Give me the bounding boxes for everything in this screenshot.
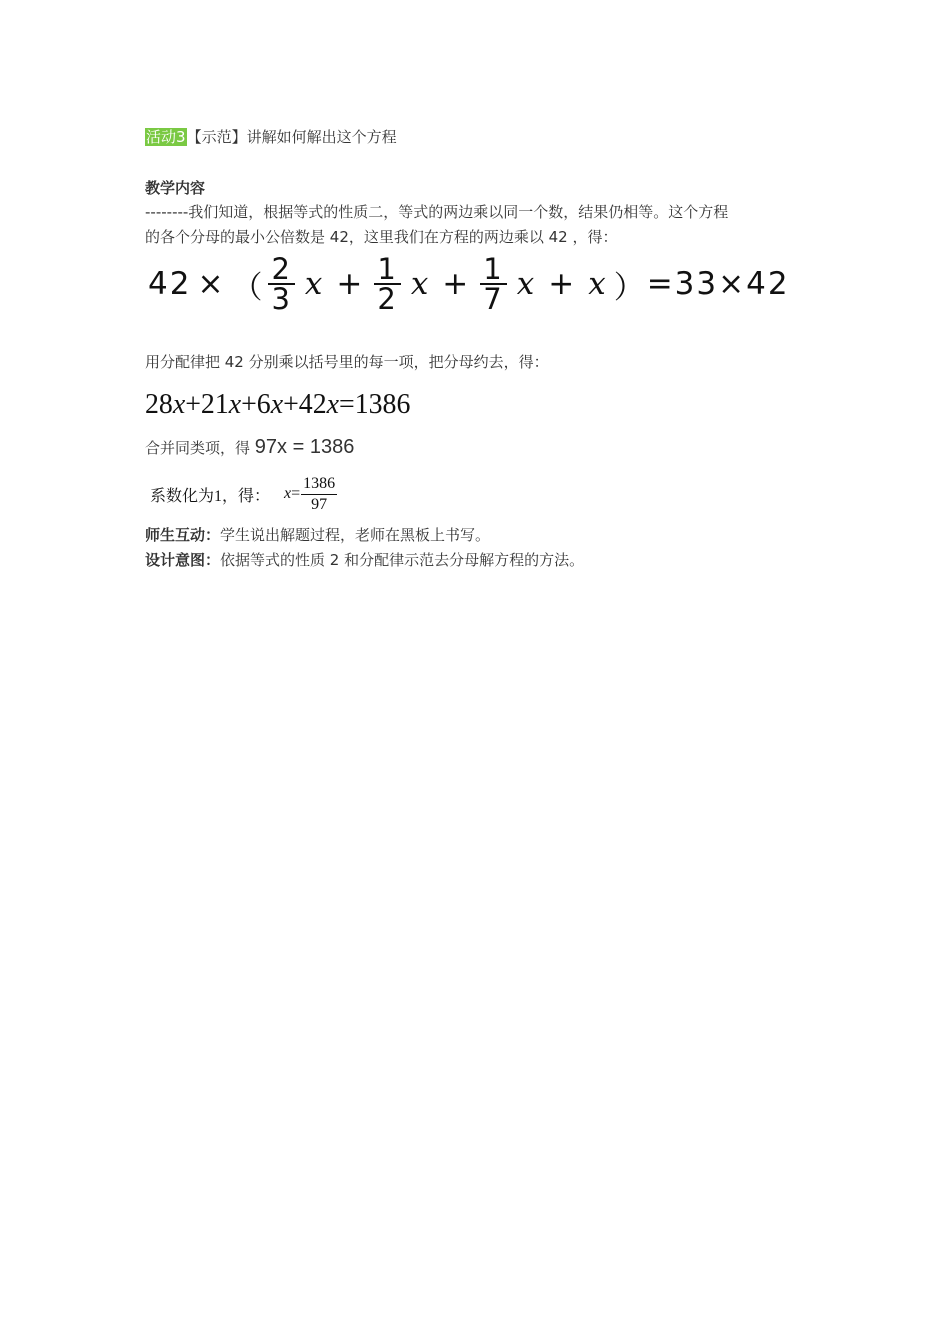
interaction-text: 学生说出解题过程，老师在黑板上书写。 bbox=[220, 526, 491, 544]
eq1-fraction-3 bbox=[480, 252, 506, 316]
eq1-times: × bbox=[197, 266, 226, 302]
eq1-var-3: x bbox=[516, 266, 537, 302]
activity-number: 3 bbox=[176, 128, 186, 146]
paragraph-3: 用分配律把 42 分别乘以括号里的每一项，把分母约去，得： bbox=[145, 353, 549, 371]
eq2-term-4: +42 bbox=[283, 388, 327, 420]
eq3-denominator: 97 bbox=[311, 495, 328, 513]
combine-terms-text: 合并同类项，得 bbox=[145, 439, 255, 457]
eq1-fraction-3-denominator: 7 bbox=[483, 282, 504, 316]
eq3-numerator: 1386 bbox=[301, 474, 337, 495]
eq3-fraction bbox=[301, 474, 337, 515]
eq3-var: x bbox=[284, 485, 292, 502]
eq1-var-4: x bbox=[588, 266, 608, 302]
equation-1 bbox=[148, 252, 790, 316]
eq1-coefficient: 42 bbox=[148, 266, 192, 302]
interaction-paragraph bbox=[145, 525, 490, 545]
section-label: 教学内容 bbox=[145, 179, 206, 197]
equation-2 bbox=[145, 388, 410, 421]
eq1-fraction-2-denominator: 2 bbox=[377, 282, 398, 316]
intent-text: 依据等式的性质 2 和分配律示范去分母解方程的方法。 bbox=[220, 551, 585, 569]
eq2-var-2: x bbox=[228, 388, 242, 420]
interaction-label: 师生互动： bbox=[145, 526, 221, 544]
paragraph-4 bbox=[145, 437, 354, 458]
activity-title: 【示范】讲解如何解出这个方程 bbox=[186, 128, 397, 146]
combined-equation: 97x = 1386 bbox=[254, 436, 355, 458]
eq1-rhs: 33×42 bbox=[674, 266, 790, 302]
eq3-equals: = bbox=[291, 485, 301, 502]
eq1-var-1: x bbox=[304, 266, 325, 302]
paragraph-2: 的各个分母的最小公倍数是 42，这里我们在方程的两边乘以 42 ，得： bbox=[145, 228, 618, 246]
eq1-fraction-1-denominator: 3 bbox=[271, 282, 292, 316]
coefficient-text: 系数化为1，得： bbox=[150, 487, 271, 505]
intent-label: 设计意图： bbox=[145, 551, 221, 569]
eq1-fraction-3-numerator: 1 bbox=[480, 255, 506, 285]
eq2-var-1: x bbox=[172, 388, 186, 420]
intent-paragraph bbox=[145, 550, 584, 570]
eq2-term-3: +6 bbox=[241, 388, 271, 420]
eq1-equals: = bbox=[646, 266, 675, 302]
eq1-var-2: x bbox=[410, 266, 431, 302]
eq2-term-2: +21 bbox=[185, 388, 229, 420]
eq1-plus-2: + bbox=[442, 266, 471, 302]
activity-highlight bbox=[145, 128, 187, 146]
eq2-term-1: 28 bbox=[145, 388, 173, 420]
eq1-close-paren: ） bbox=[613, 269, 647, 306]
activity-label: 活动 bbox=[146, 128, 177, 146]
activity-heading bbox=[145, 127, 397, 147]
eq1-fraction-1-numerator: 2 bbox=[268, 255, 294, 285]
eq1-plus-3: + bbox=[548, 266, 577, 302]
eq2-var-3: x bbox=[270, 388, 284, 420]
eq1-fraction-1 bbox=[268, 252, 294, 316]
eq2-var-4: x bbox=[326, 388, 339, 420]
eq1-open-paren: （ bbox=[231, 269, 265, 306]
paragraph-1: --------我们知道，根据等式的性质二，等式的两边乘以同一个数，结果仍相等。这个方程 bbox=[145, 203, 729, 221]
eq1-fraction-2-numerator: 1 bbox=[374, 255, 400, 285]
paragraph-5 bbox=[150, 472, 337, 516]
eq2-rhs: =1386 bbox=[338, 388, 411, 420]
eq1-plus-1: + bbox=[336, 266, 365, 302]
eq1-fraction-2 bbox=[374, 252, 400, 316]
